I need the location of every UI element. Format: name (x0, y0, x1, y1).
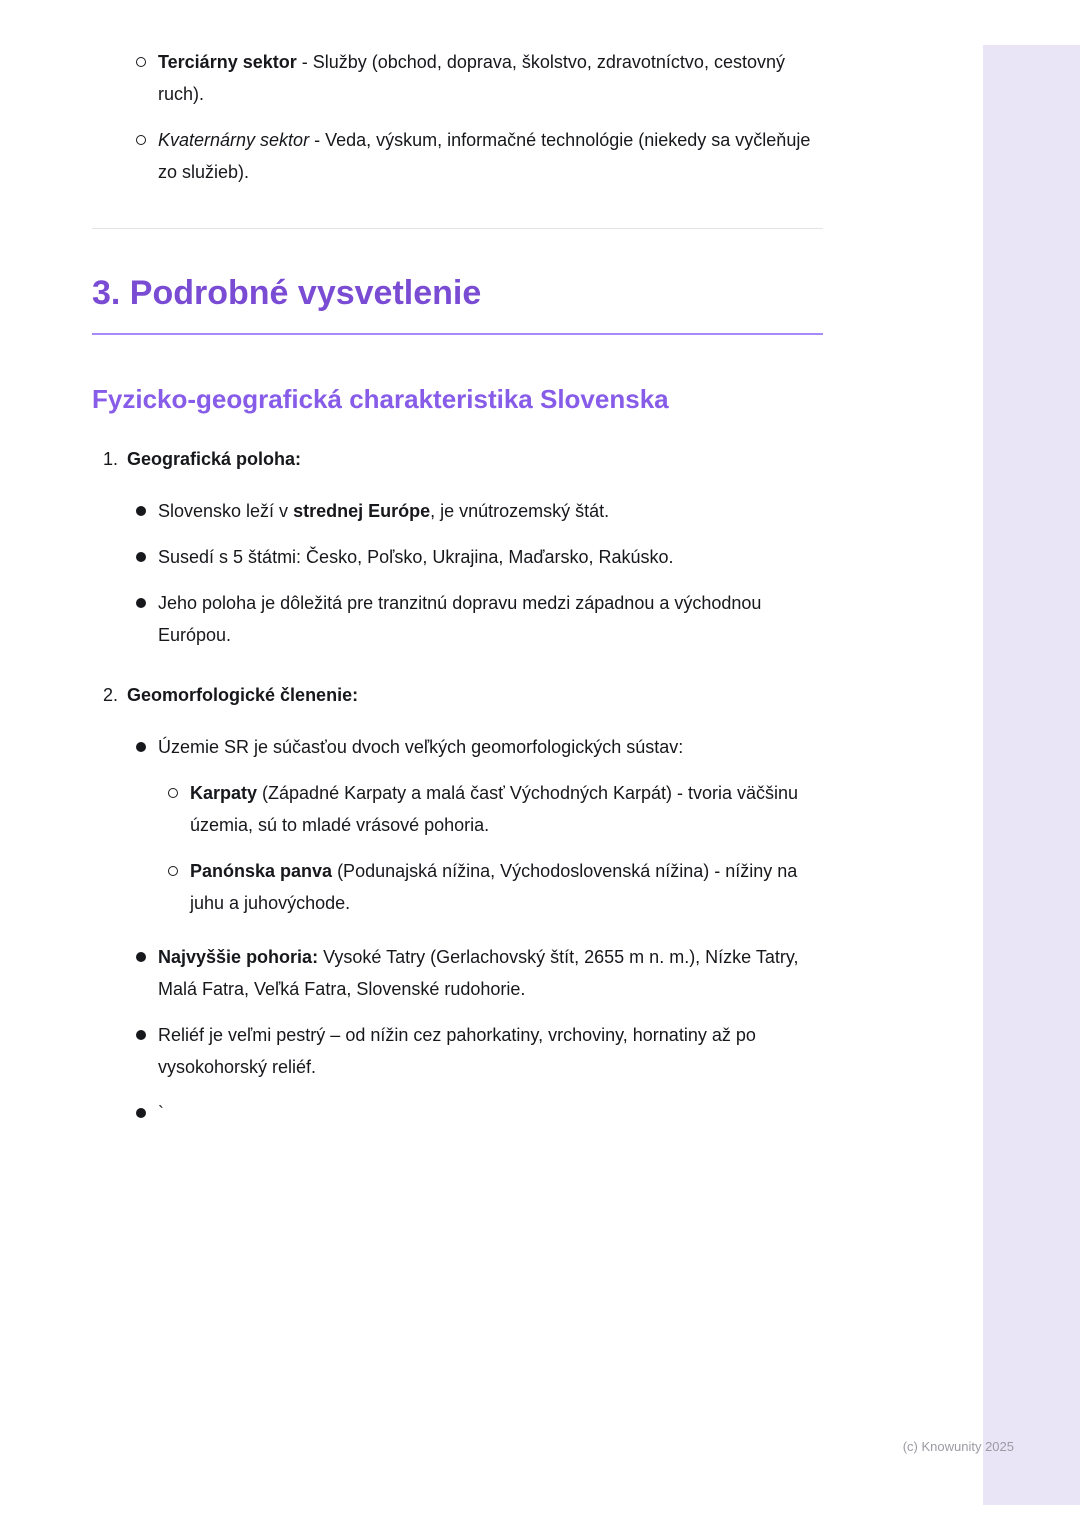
dot-bullet-icon (136, 952, 146, 962)
list-item-text (158, 541, 674, 573)
circle-bullet-icon (168, 866, 178, 876)
list-item-text (190, 777, 823, 841)
document-content (92, 0, 823, 1143)
list-number: 2. (103, 685, 119, 705)
list-item (92, 587, 823, 651)
list-item (92, 124, 823, 188)
text-bold: Najvyššie pohoria: (158, 947, 319, 967)
circle-bullet-icon (136, 135, 146, 145)
list-item (92, 941, 823, 1005)
list-item (92, 731, 823, 763)
sub-list-item (92, 855, 823, 919)
list-item-text (158, 495, 609, 527)
list-item (92, 46, 823, 110)
list-item (92, 495, 823, 527)
section-divider (92, 228, 823, 229)
intro-bullet-list (92, 46, 823, 188)
text-pre: Slovensko leží v (158, 501, 294, 521)
dot-bullet-icon (136, 552, 146, 562)
text-pre: ` (158, 1103, 164, 1123)
bullet-list (92, 731, 823, 1129)
text-bold: Karpaty (190, 783, 258, 803)
list-item (92, 541, 823, 573)
list-item-text (158, 941, 823, 1005)
list-item-lead: Terciárny sektor (158, 52, 297, 72)
circle-bullet-icon (136, 57, 146, 67)
list-item-rest: - Služby (obchod, doprava, školstvo, zdravotníctvo, cestovný ruch). (158, 52, 785, 104)
sub-list-item (92, 777, 823, 841)
list-item-text (158, 731, 683, 763)
dot-bullet-icon (136, 1108, 146, 1118)
list-item-rest: - Veda, výskum, informačné technológie (niekedy sa vyčleňuje zo služieb). (158, 130, 811, 182)
list-item-text (158, 1097, 164, 1129)
dot-bullet-icon (136, 742, 146, 752)
list-item-text (158, 124, 823, 188)
list-item-text (158, 1019, 823, 1083)
text-pre: Susedí s 5 štátmi: Česko, Poľsko, Ukrajina, Maďarsko, Rakúsko. (158, 547, 674, 567)
text-post: Vysoké Tatry (Gerlachovský štít, 2655 m n. m.), Nízke Tatry, Malá Fatra, Veľká Fatra, Slovenské rudohorie. (158, 947, 799, 999)
circle-bullet-icon (168, 788, 178, 798)
list-item (92, 1097, 823, 1129)
text-bold: Panónska panva (190, 861, 333, 881)
numbered-heading-label: Geografická poloha: (127, 449, 302, 469)
numbered-heading-label: Geomorfologické členenie: (127, 685, 359, 705)
list-number: 1. (103, 449, 119, 469)
list-item-text (190, 855, 823, 919)
bullet-list (92, 495, 823, 651)
text-pre: Reliéf je veľmi pestrý – od nížin cez pahorkatiny, vrchoviny, hornatiny až po vysokohorský reliéf. (158, 1025, 756, 1077)
text-pre: Jeho poloha je dôležitá pre tranzitnú dopravu medzi západnou a východnou Európou. (158, 593, 762, 645)
copyright-text: (c) Knowunity 2025 (902, 1439, 1014, 1454)
dot-bullet-icon (136, 1030, 146, 1040)
dot-bullet-icon (136, 598, 146, 608)
subsection-title: Fyzicko-geografická charakteristika Slovenska (92, 384, 669, 414)
numbered-heading (92, 445, 823, 473)
text-pre: Územie SR je súčasťou dvoch veľkých geomorfologických sústav: (158, 737, 684, 757)
section-title: 3. Podrobné vysvetlenie (92, 273, 823, 335)
text-post: , je vnútrozemský štát. (430, 501, 610, 521)
numbered-heading (92, 681, 823, 709)
dot-bullet-icon (136, 506, 146, 516)
text-post: (Západné Karpaty a malá časť Východných Karpát) - tvoria väčšinu územia, sú to mladé vrásové pohoria. (190, 783, 799, 835)
text-post: (Podunajská nížina, Východoslovenská nížina) - nížiny na juhu a juhovýchode. (190, 861, 798, 913)
text-bold: strednej Európe (293, 501, 431, 521)
list-item-lead: Kvaternárny sektor (158, 130, 310, 150)
list-item-text (158, 46, 823, 110)
list-item (92, 1019, 823, 1083)
page-edge-strip (983, 45, 1080, 1505)
list-item-text (158, 587, 823, 651)
